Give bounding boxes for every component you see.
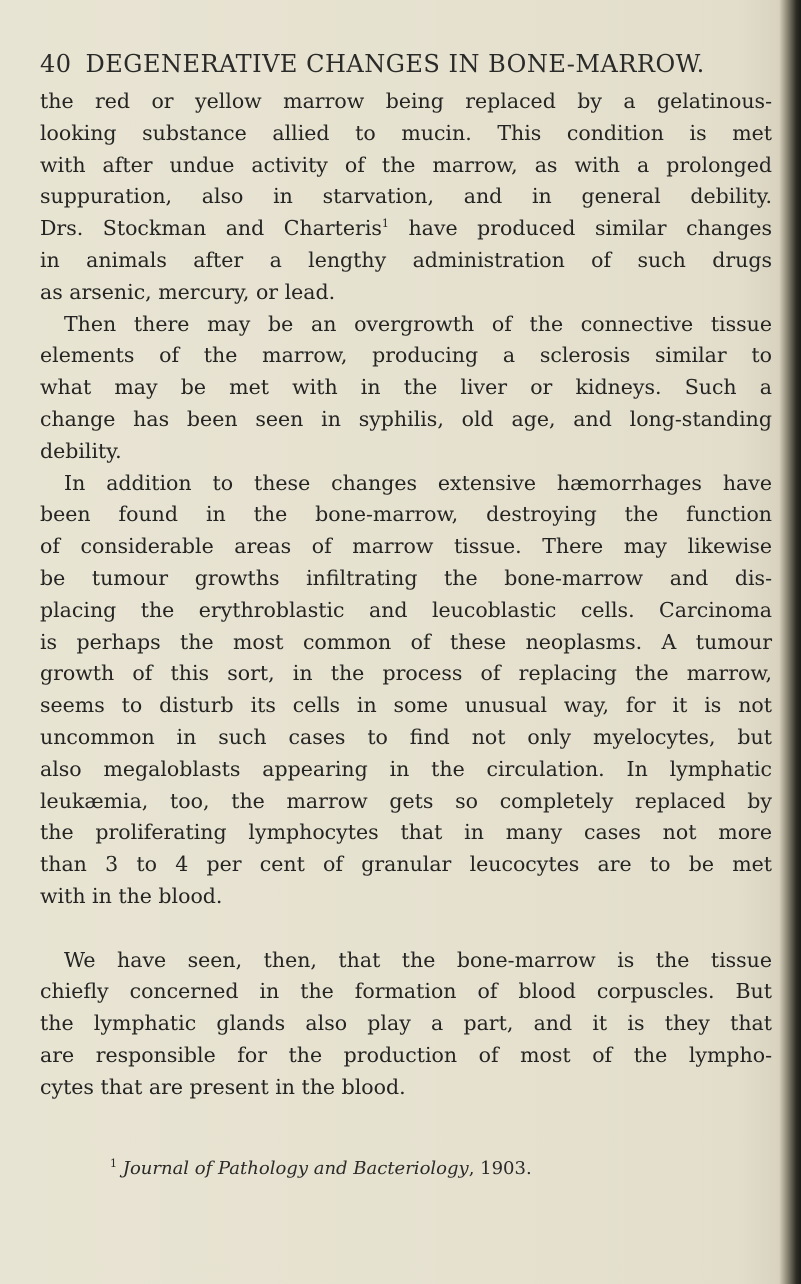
- text-line: than 3 to 4 per cent of granular leucocytes are to be met: [40, 852, 772, 877]
- text-line: with after undue activity of the marrow, as with a prolonged: [40, 152, 772, 177]
- book-spine-shadow: [779, 0, 801, 1284]
- footnote-journal: Journal of Pathology and Bacteriology: [122, 1158, 469, 1179]
- body-text: [40, 86, 772, 1104]
- text-line: uncommon in such cases to find not only myelocytes, but: [40, 724, 772, 749]
- text-line-start: Drs. Stockman and Charteris: [40, 216, 382, 241]
- text-line: We have seen, then, that the bone-marrow is the tissue: [64, 947, 772, 972]
- text-line: cytes that are present in the blood.: [40, 1074, 406, 1099]
- text-line: growth of this sort, in the process of replacing the marrow,: [40, 661, 772, 686]
- footnote-marker: 1: [110, 1157, 117, 1170]
- footnote: [110, 1158, 532, 1179]
- page-number: 40: [40, 50, 72, 78]
- text-line-end: have produced similar changes: [408, 216, 772, 241]
- text-line: the proliferating lymphocytes that in many cases not more: [40, 820, 772, 845]
- text-line: change has been seen in syphilis, old age, and long-standing: [40, 406, 772, 431]
- text-line: suppuration, also in starvation, and in general debility.: [40, 184, 772, 209]
- text-line: also megaloblasts appearing in the circulation. In lymphatic: [40, 756, 772, 781]
- text-line: placing the erythroblastic and leucoblastic cells. Carcinoma: [40, 597, 772, 622]
- text-line: In addition to these changes extensive hæmorrhages have: [64, 470, 772, 495]
- footnote-year: , 1903.: [468, 1158, 532, 1179]
- text-line: with in the blood.: [40, 883, 223, 908]
- text-line: the lymphatic glands also play a part, and it is they that: [40, 1011, 772, 1036]
- text-line: [40, 213, 772, 245]
- text-line: be tumour growths infiltrating the bone-marrow and dis-: [40, 565, 772, 590]
- running-title: DEGENERATIVE CHANGES IN BONE-MARROW.: [85, 50, 705, 78]
- text-line: in animals after a lengthy administration of such drugs: [40, 247, 772, 272]
- text-line: looking substance allied to mucin. This condition is met: [40, 120, 772, 145]
- text-line: what may be met with in the liver or kidneys. Such a: [40, 375, 772, 400]
- text-line: debility.: [40, 438, 122, 463]
- text-line: as arsenic, mercury, or lead.: [40, 279, 336, 304]
- text-line: chiefly concerned in the formation of blood corpuscles. But: [40, 979, 772, 1004]
- paragraph-gap: [40, 913, 772, 945]
- text-line: are responsible for the production of most of the lympho-: [40, 1042, 772, 1067]
- text-line: Then there may be an overgrowth of the connective tissue: [64, 311, 772, 336]
- text-line: elements of the marrow, producing a sclerosis similar to: [40, 343, 772, 368]
- text-line: seems to disturb its cells in some unusual way, for it is not: [40, 693, 772, 718]
- footnote-reference: 1: [381, 217, 389, 231]
- running-header: [40, 50, 705, 78]
- text-line: is perhaps the most common of these neoplasms. A tumour: [40, 629, 772, 654]
- text-line: been found in the bone-marrow, destroying the function: [40, 502, 772, 527]
- text-line: of considerable areas of marrow tissue. There may likewise: [40, 534, 772, 559]
- text-line: leukæmia, too, the marrow gets so completely replaced by: [40, 788, 772, 813]
- text-line: the red or yellow marrow being replaced by a gelatinous-: [40, 89, 772, 113]
